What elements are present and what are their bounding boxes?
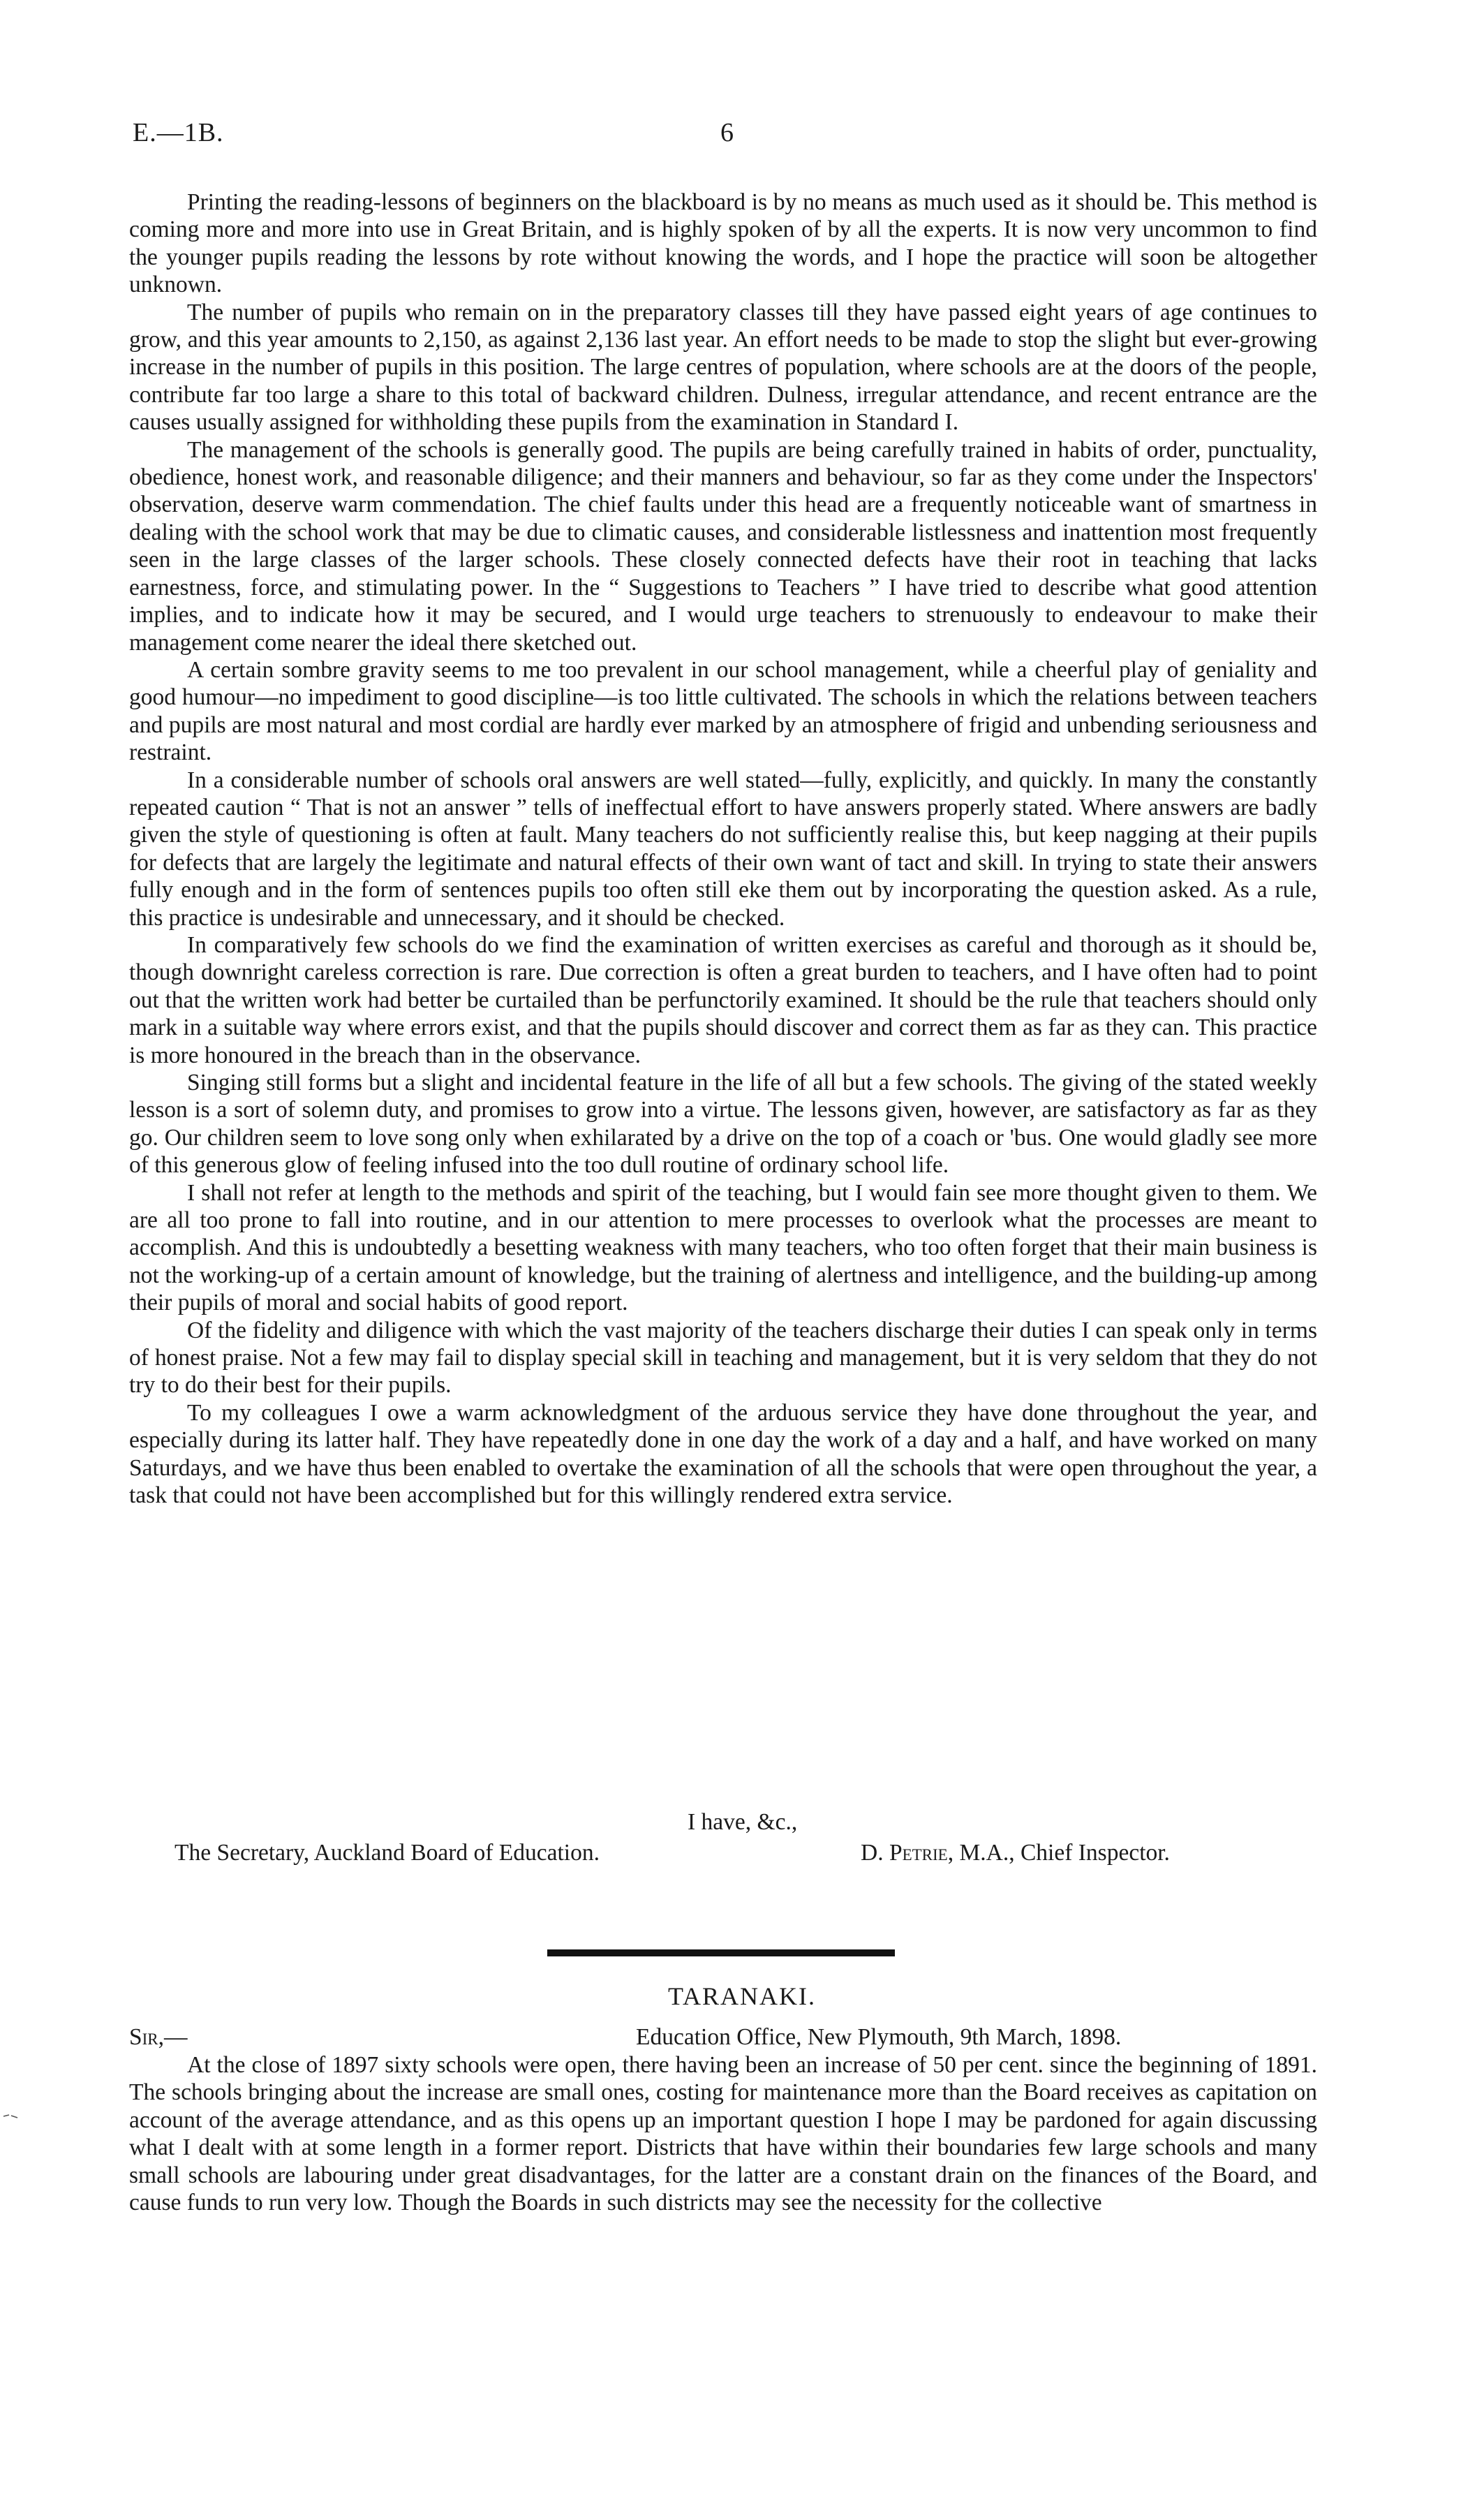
paragraph: I shall not refer at length to the methods and spirit of the teaching, but I would fain see more thought given to them. We are all too prone to fall into routine, and in our attention to mere processes to overlook what the processes are meant to accomplish. And this is undoubtedly a besetting weakness with many teachers, who too often forget that their main business is not the working-up of a certain amount of knowledge, but the training of alertness and intelligence, and the building-up among their pupils of moral and social habits of good report. <box>129 1179 1317 1316</box>
place-date: Education Office, New Plymouth, 9th March, 1898. <box>636 2024 1122 2050</box>
salutation: Sir,— <box>129 2024 188 2050</box>
page-header <box>92 112 1404 154</box>
document-code: E.—1B. <box>133 118 224 147</box>
section-divider <box>547 1949 895 1956</box>
paragraph: The management of the schools is generally good. The pupils are being carefully trained in habits of order, punctuality, obedience, honest work, and reasonable diligence; and their manners and behaviour, so far as they come under the Inspectors' observation, deserve warm commendation. The chief faults under this head are a frequently noticeable want of smartness in dealing with the school work that may be due to climatic causes, and considerable listlessness and inattention most frequently seen in the large classes of the larger schools. These closely connected defects have their root in teaching that lacks earnestness, force, and stimulating power. In the “ Suggestions to Teachers ” I have tried to describe what good attention implies, and to indicate how it may be secured, and I would urge teachers to strenuously to endeavour to make their management come nearer the ideal there sketched out. <box>129 436 1317 656</box>
report-body <box>129 189 1317 1510</box>
paragraph: Of the fidelity and diligence with which the vast majority of the teachers discharge their duties I can speak only in terms of honest praise. Not a few may fail to display special skill in teaching and management, but it is very seldom that they do not try to do their best for their pupils. <box>129 1317 1317 1399</box>
page-number: 6 <box>720 118 734 147</box>
paragraph: Singing still forms but a slight and incidental feature in the life of all but a few schools. The giving of the stated weekly lesson is a sort of solemn duty, and promises to grow into a virtue. The lessons given, however, are satisfactory as far as they go. Our children seem to love song only when exhilarated by a drive on the top of a coach or 'bus. One would gladly see more of this generous glow of feeling infused into the too dull routine of ordinary school life. <box>129 1070 1317 1179</box>
signatory <box>861 1839 1170 1866</box>
paragraph: To my colleagues I owe a warm acknowledgment of the arduous service they have done throughout the year, and especially during its latter half. They have repeatedly done in one day the work of a day and a half, and have worked on many Saturdays, and we have thus been enabled to overtake the examination of all the schools that were open throughout the year, a task that could not have been accomplished but for this willingly rendered extra service. <box>129 1399 1317 1509</box>
paragraph: In a considerable number of schools oral answers are well stated—fully, explicitly, and quickly. In many the constantly repeated caution “ That is not an answer ” tells of ineffectual effort to have answers properly stated. Where answers are badly given the style of questioning is often at fault. Many teachers do not sufficiently realise this, but keep nagging at their pupils for defects that are largely the legitimate and natural effects of their own want of tact and skill. In trying to state their answers fully enough and in the form of sentences pupils too often still eke them out by incorporating the question asked. As a rule, this practice is undesirable and unnecessary, and it should be checked. <box>129 767 1317 931</box>
paragraph: A certain sombre gravity seems to me too prevalent in our school management, while a cheerful play of geniality and good humour—no impediment to good discipline—is too little cultivated. The schools in which the relations between teachers and pupils are most natural and most cordial are hardly ever marked by an atmosphere of frigid and unbending seriousness and restraint. <box>129 656 1317 766</box>
paragraph: The number of pupils who remain on in the preparatory classes till they have passed eight years of age continues to grow, and this year amounts to 2,150, as against 2,136 last year. An effort needs to be made to stop the slight but ever-growing increase in the number of pupils in this position. The large centres of population, where schools are at the doors of the people, contribute far too large a share to this total of backward children. Dulness, irregular attendance, and recent entrance are the causes usually assigned for withholding these pupils from the examination in Standard I. <box>129 299 1317 436</box>
taranaki-body <box>129 2051 1317 2216</box>
signatory-title: M.A., Chief Inspector. <box>959 1840 1170 1866</box>
paragraph: In comparatively few schools do we find the examination of written exercises as careful and thorough as it should be, though downright careless correction is rare. Due correction is often a great burden to teachers, and I have often had to point out that the written work had better be curtailed than be perfunctorily examined. It should be the rule that teachers should only mark in a suitable way where errors exist, and that the pupils should discover and correct them as far as they can. This practice is more honoured in the breach than in the observance. <box>129 931 1317 1068</box>
closing-phrase: I have, &c., <box>688 1809 798 1835</box>
paragraph: Printing the reading-lessons of beginners on the blackboard is by no means as much used as it should be. This method is coming more and more into use in Great Britain, and is highly spoken of by all the experts. It is now very uncommon to find the younger pupils reading the lessons by rote without knowing the words, and I hope the practice will soon be altogether unknown. <box>129 189 1317 298</box>
paragraph: At the close of 1897 sixty schools were open, there having been an increase of 50 per cent. since the beginning of 1891. The schools bringing about the increase are small ones, costing for maintenance more than the Board receives as capitation on account of the average attendance, and as this opens up an important question I hope I may be pardoned for again discussing what I dealt with at some length in a former report. Districts that have within their boundaries few large schools and many small schools are labouring under great disadvantages, for the latter are a constant drain on the finances of the Board, and cause funds to run very low. Though the Boards in such districts may see the necessity for the collective <box>129 2052 1317 2216</box>
addressee: The Secretary, Auckland Board of Education. <box>175 1840 600 1866</box>
margin-mark <box>3 2114 18 2118</box>
section-title: TARANAKI. <box>667 1982 817 2010</box>
signatory-name: D. Petrie, <box>861 1840 954 1866</box>
